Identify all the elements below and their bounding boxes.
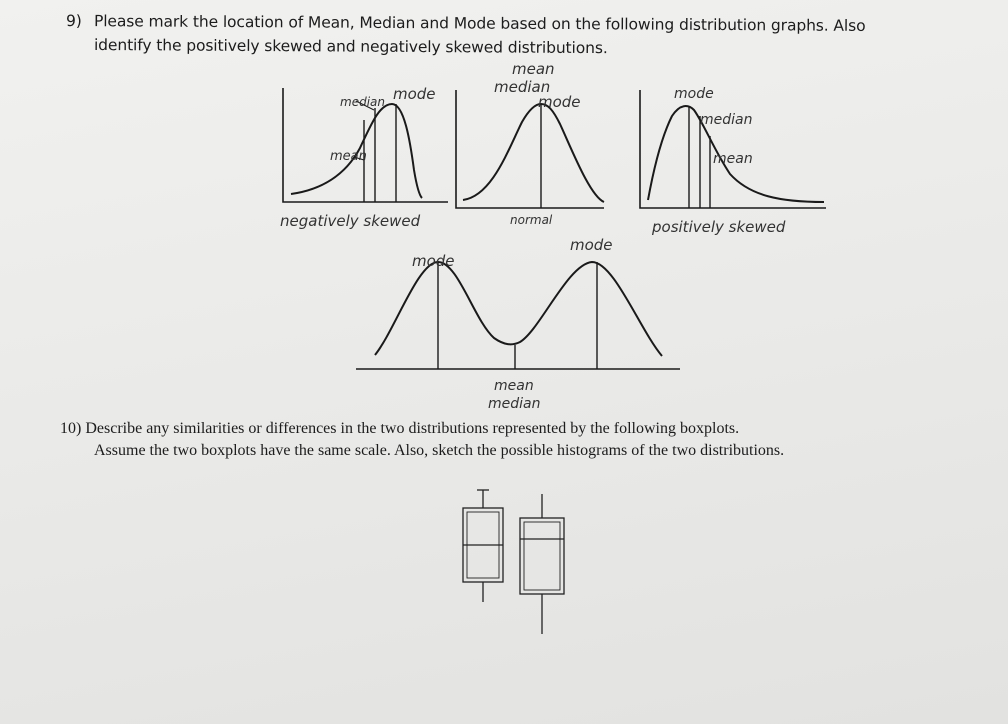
question-10-line-2: Assume the two boxplots have the same scale. Also, sketch the possible histograms of the two distributions. [94, 442, 785, 459]
boxplot-left [463, 490, 503, 602]
graph-positive-median-label: median [700, 112, 753, 128]
graph-normal-mode-label: mode [538, 93, 581, 111]
question-10-text-1: Describe any similarities or differences in the two distributions represented by the following boxplots. [85, 420, 740, 437]
graph-positive-axes [640, 90, 826, 208]
graph-bimodal-right-mode-label: mode [570, 236, 613, 254]
graph-positive-skew-label: positively skewed [652, 218, 786, 236]
graph-bimodal-median-label: median [488, 396, 541, 412]
question-10-number: 10) [60, 420, 82, 437]
boxplot-right [520, 494, 564, 634]
graph-normal-label: normal [510, 213, 553, 227]
boxplot-right-box [520, 518, 564, 594]
graph-bimodal [356, 262, 680, 369]
graph-normal [456, 90, 604, 208]
graph-normal-median-label: median [494, 78, 551, 96]
question-9-line-2: identify the positively skewed and negatively skewed distributions. [93, 36, 608, 58]
graph-normal-curve [463, 104, 604, 202]
graph-bimodal-mean-label: mean [494, 378, 534, 394]
graph-positive-mode-label: mode [674, 86, 714, 102]
graph-positive-skew [640, 90, 826, 208]
graph-negative-skew-label: negatively skewed [280, 212, 421, 230]
boxplot-right-inner-box [524, 522, 560, 590]
graph-negative-median-label: median [340, 95, 385, 109]
question-9-text-1: Please mark the location of Mean, Median and Mode based on the following distribution graphs. Also [93, 12, 866, 35]
graph-bimodal-left-mode-label: mode [412, 252, 455, 270]
question-9-number: 9) [65, 12, 82, 31]
graph-normal-mean-label: mean [512, 60, 555, 78]
graph-normal-axes [456, 90, 604, 208]
graph-positive-mean-label: mean [713, 151, 753, 167]
graph-bimodal-curve [375, 262, 662, 356]
graph-negative-mean-label: mean [330, 149, 367, 164]
graph-negative-mode-label: mode [393, 85, 436, 103]
